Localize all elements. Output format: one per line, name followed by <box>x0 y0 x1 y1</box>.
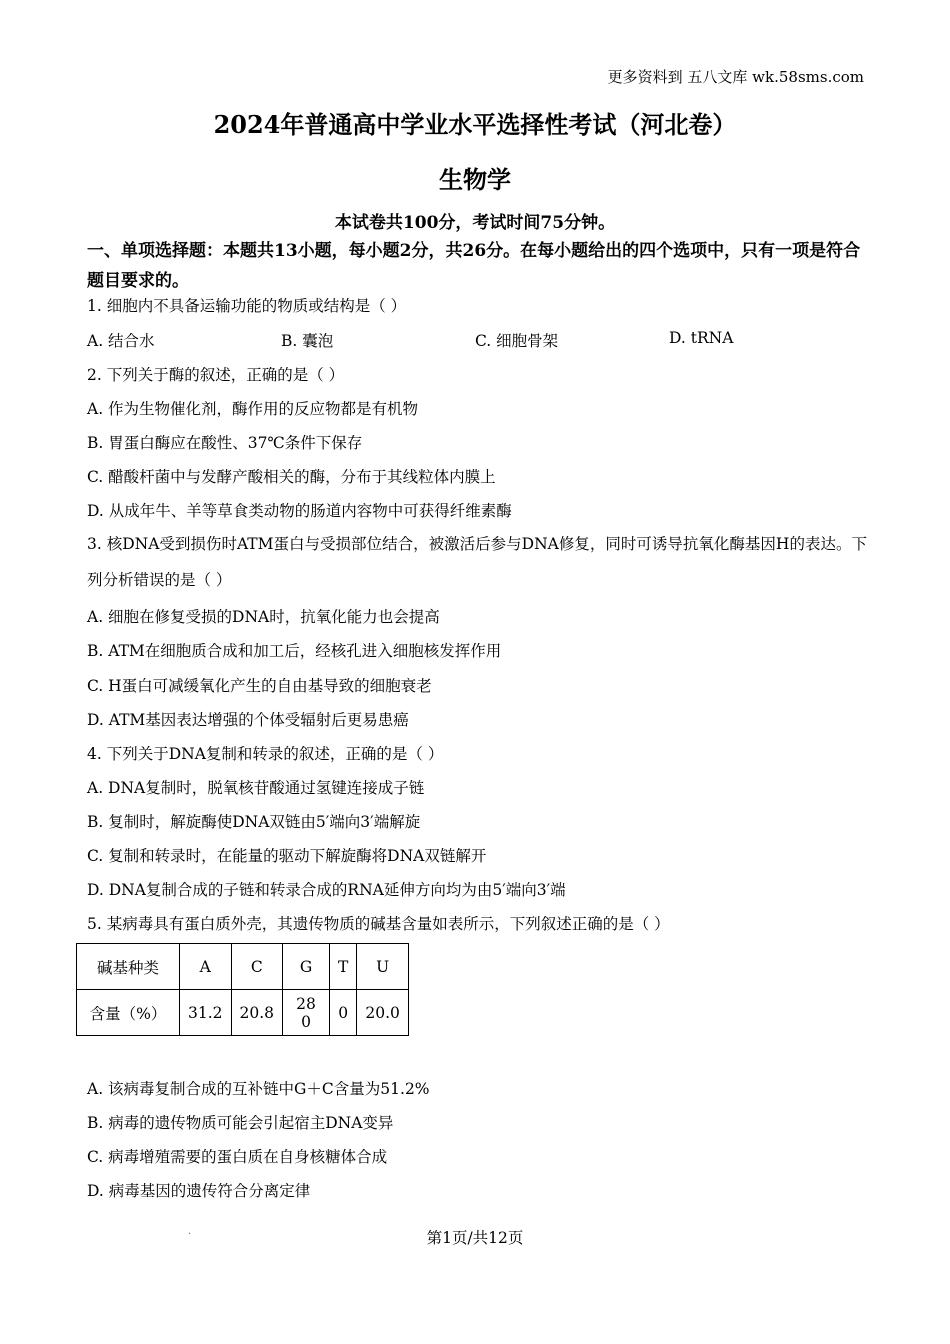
page-footer: 第1页/共12页 <box>426 1229 524 1247</box>
base-content-table <box>76 943 409 1036</box>
footer-mark: . <box>188 1226 192 1237</box>
question-3-option-d: D. ATM基因表达增强的个体受辐射后更易患癌 <box>87 711 409 729</box>
question-4-option-c: C. 复制和转录时，在能量的驱动下解旋酶将DNA双链解开 <box>87 847 487 865</box>
question-4-option-a: A. DNA复制时，脱氧核苷酸通过氢键连接成子链 <box>87 779 425 797</box>
question-3-option-c: C. H蛋白可减缓氧化产生的自由基导致的细胞衰老 <box>87 677 432 695</box>
question-5-stem: 5. 某病毒具有蛋白质外壳，其遗传物质的碱基含量如表所示，下列叙述正确的是（ ） <box>87 915 670 933</box>
question-5-option-c: C. 病毒增殖需要的蛋白质在自身核糖体合成 <box>87 1148 388 1166</box>
question-3-stem: 3. 核DNA受到损伤时ATM蛋白与受损部位结合，被激活后参与DNA修复，同时可诱导抗氧化酶基因H的表达。下列分析错误的是（ ） <box>87 535 867 589</box>
question-1-option-c: C. 细胞骨架 <box>475 332 559 350</box>
table-cell: 28 0 <box>283 990 330 1036</box>
question-3-option-a: A. 细胞在修复受损的DNA时，抗氧化能力也会提高 <box>87 608 440 626</box>
question-2-option-d: D. 从成年牛、羊等草食类动物的肠道内容物中可获得纤维素酶 <box>87 502 512 520</box>
table-header-cell: A <box>180 944 232 990</box>
question-3-option-b: B. ATM在细胞质合成和加工后，经核孔进入细胞核发挥作用 <box>87 642 502 660</box>
table-row <box>77 990 409 1036</box>
table-cell: 含量（%） <box>77 990 180 1036</box>
table-cell: 31.2 <box>180 990 232 1036</box>
question-4-option-d: D. DNA复制合成的子链和转录合成的RNA延伸方向均为由5′端向3′端 <box>87 881 566 899</box>
table-header-cell: U <box>357 944 409 990</box>
table-cell: 20.0 <box>357 990 409 1036</box>
question-2-option-b: B. 胃蛋白酶应在酸性、37℃条件下保存 <box>87 434 363 452</box>
question-2-stem: 2. 下列关于酶的叙述，正确的是（ ） <box>87 366 345 384</box>
question-2-option-c: C. 醋酸杆菌中与发酵产酸相关的酶，分布于其线粒体内膜上 <box>87 468 496 486</box>
question-1-option-d: D. tRNA <box>669 329 734 347</box>
table-row <box>77 944 409 990</box>
question-5-option-b: B. 病毒的遗传物质可能会引起宿主DNA变异 <box>87 1114 394 1132</box>
exam-info: 本试卷共100分，考试时间75分钟。 <box>334 213 616 233</box>
table-header-cell: 碱基种类 <box>77 944 180 990</box>
question-4-stem: 4. 下列关于DNA复制和转录的叙述，正确的是（ ） <box>87 745 444 763</box>
question-2-option-a: A. 作为生物催化剂，酶作用的反应物都是有机物 <box>87 400 419 418</box>
exam-title: 2024年普通高中学业水平选择性考试（河北卷） <box>213 110 737 139</box>
table-cell: 20.8 <box>231 990 283 1036</box>
question-5-option-a: A. 该病毒复制合成的互补链中G＋C含量为51.2% <box>87 1080 430 1098</box>
table-header-cell: C <box>231 944 283 990</box>
question-4-option-b: B. 复制时，解旋酶使DNA双链由5′端向3′端解旋 <box>87 813 421 831</box>
question-1-option-a: A. 结合水 <box>87 332 155 350</box>
section-heading: 一、单项选择题：本题共13小题，每小题2分，共26分。在每小题给出的四个选项中，只有一项是符合题目要求的。 <box>87 241 861 291</box>
table-header-cell: G <box>283 944 330 990</box>
question-5-option-d: D. 病毒基因的遗传符合分离定律 <box>87 1182 311 1200</box>
table-header-cell: T <box>330 944 357 990</box>
question-1-stem: 1. 细胞内不具备运输功能的物质或结构是（ ） <box>87 297 407 315</box>
header-note: 更多资料到 五八文库 wk.58sms.com <box>607 68 864 86</box>
table-cell: 0 <box>330 990 357 1036</box>
subject-title: 生物学 <box>439 165 511 194</box>
question-1-option-b: B. 囊泡 <box>281 332 334 350</box>
